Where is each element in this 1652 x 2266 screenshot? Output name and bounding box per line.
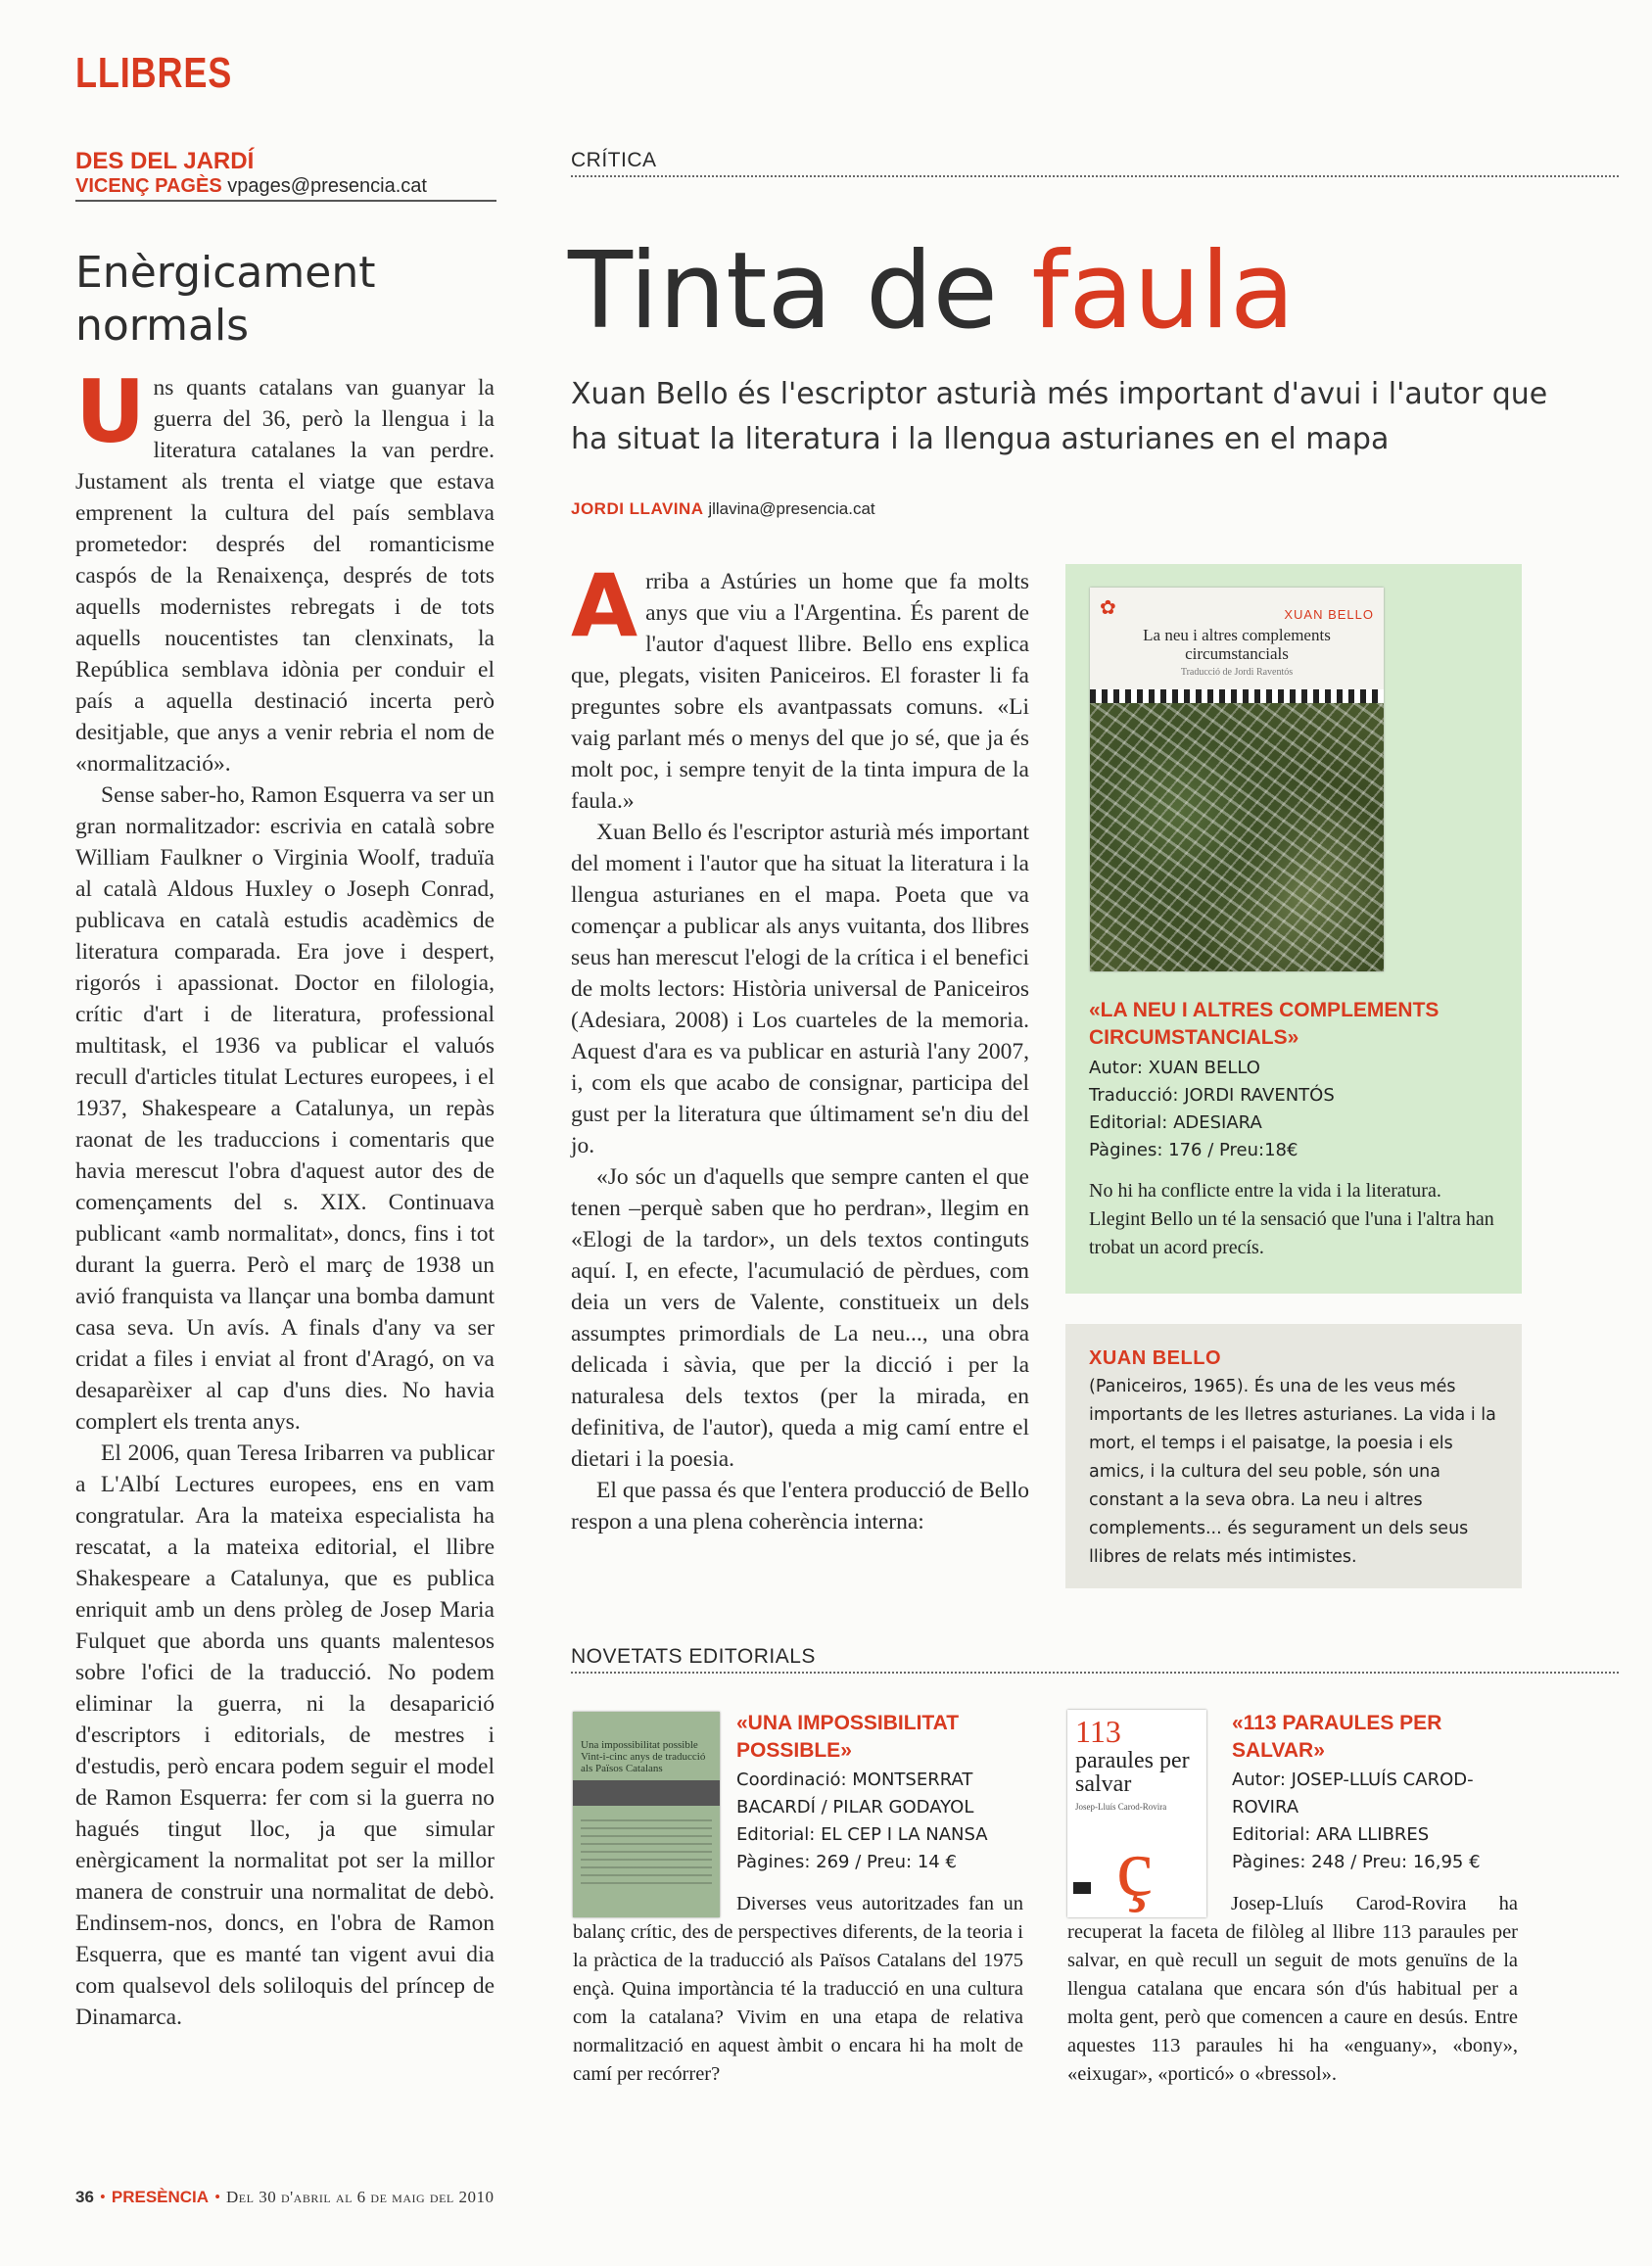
book-cover-author: Josep-Lluís Carod-Rovira [1075,1802,1167,1812]
sidebar-book-title: «LA NEU I ALTRES COMPLEMENTS CIRCUMSTANCIALS» [1089,999,1440,1049]
article-paragraph: Xuan Bello és l'escriptor asturià més important del moment i l'autor que ha situat la literatura i la llengua asturianes en el mapa. Poeta que va començar a publicar als anys vuitanta, dos llibres seus han merescut l'elogi de la crítica i el benefici de molts lectors: Història universal de Paniceiros (Adesiara, 2008) i Los cuarteles de la memoria. Aquest d'ara es va publicar en asturià l'any 2007, i, com els que acabo de consignar, participa del gust per la literatura que últimament se'n diu del jo. [571,820,1029,1158]
section-title: LLIBRES [75,49,233,97]
author-bio-text: (Paniceiros, 1965). És una de les veus més importants de les lletres asturianes. La vida i la mort, el temps i el paisatge, la poesia i els amics, i la cultura del seu poble, són una constant a la seva obra. La neu i altres complements... és segurament un dels seus llibres de relats més intimistes. [1089,1377,1496,1567]
sidebar-meta-line: Autor: XUAN BELLO [1089,1058,1260,1078]
novetat-meta-line: Pàgines: 248 / Preu: 16,95 € [1232,1852,1481,1872]
article-title-part2: faula [1031,230,1296,353]
article-kicker: CRÍTICA [571,149,1619,177]
column-title: Enèrgicament normals [75,248,376,351]
book-cover-band [573,1780,720,1806]
sidebar-meta-line: Pàgines: 176 / Preu:18€ [1089,1140,1298,1160]
sidebar-book-meta [1089,1055,1500,1164]
column-paragraph-text: ns quants catalans van guanyar la guerra del 36, però la llengua i la literatura catalanes la van perdre. Justament als trenta el viatge que estava emprenent la cultura del país semblava prometedor: després del romanticisme caspós de la Renaixença, després de tots aquells modernistes rebregats i de tots aquells noucentistes tan clenxinats, la República semblava idònia per conduir el país a aquella destinació incerta però desitjable, que anys a venir rebria el nom de «normalització». [75,375,495,777]
column-dropcap: U [75,361,146,462]
novetat-meta [1232,1767,1506,1876]
article-paragraph: El que passa és que l'entera producció de Bello respon a una plena coherència interna: [571,1478,1029,1534]
novetat-meta-line: Coordinació: MONTSERRAT BACARDÍ / PILAR GODAYOL [736,1770,974,1818]
article-paragraph: «Jo sóc un d'aquells que sempre canten el que tenen –perquè saben que ho perdran», llegim en «Elogi de la tardor», un dels textos continguts aquí. I, en efecte, l'acumulació de pèrdues, com deia un vers de Valente, constitueix un dels assumptes primordials de La neu..., una obra delicada i sàvia, que per la dicció i per la naturalesa dels textos (per la mirada, en definitiva, de l'autor), queda a mig camí entre el dietari i la poesia. [571,1164,1029,1472]
book-cover-author: XUAN BELLO [1284,607,1374,622]
magazine-name: PRESÈNCIA [111,2188,210,2206]
article-byline [571,499,875,519]
book-cover-subtitle: Traducció de Jordi Raventós [1180,667,1294,678]
cedilla-glyph-icon: ç [1116,1822,1154,1913]
page-number: 36 [75,2188,94,2206]
column-paragraph: El 2006, quan Teresa Iribarren va publicar a L'Albí Lectures europees, ens en vam congratular. Ara la mateixa especialista ha rescatat, a la mateixa editorial, el llibre Shakespeare a Catalunya, que es publica enriquit amb un dens pròleg de Josep Maria Fulquet que aborda uns quants malentesos sobre l'ofici de la traducció. No podem eliminar la guerra, ni la desaparició d'escriptors i editorials, de mestres i d'estudis, però encara podem seguir el model de Ramon Esquerra: fer com si la guerra no hagués tingut lloc, ja que simular enèrgicament la normalitat pot ser la millor manera de construir una normalitat de debò. Endinsem-nos, doncs, en l'obra de Ramon Esquerra, que es manté tan vigent avui dia com qualsevol dels soliloquis del príncep de Dinamarca. [75,1440,495,2030]
book-cover-image [573,1712,720,1917]
book-cover-title: Una impossibilitat possible Vint-i-cinc anys de traducció als Països Catalans [581,1739,706,1774]
sidebar-meta-line: Traducció: JORDI RAVENTÓS [1089,1085,1335,1106]
column-byline [75,174,496,198]
novetat-title: «113 PARAULES PER SALVAR» [1232,1712,1442,1762]
article-email[interactable]: jllavina@presencia.cat [708,499,875,518]
novetat-title: «UNA IMPOSSIBILITAT POSSIBLE» [736,1712,960,1762]
book-cover-image [1067,1710,1206,1917]
article-title-part1: Tinta de [568,230,998,353]
column-kicker [75,149,496,202]
article-subtitle: Xuan Bello és l'escriptor asturià més important d'avui i l'autor que ha situat la literatura i la llengua asturianes en el mapa [571,377,1548,456]
column-author: VICENÇ PAGÈS [75,175,222,197]
novetat-meta-line: Editorial: EL CEP I LA NANSA [736,1824,988,1845]
article-paragraph [571,555,1029,817]
article-author: JORDI LLAVINA [571,499,704,518]
novetat-meta-line: Editorial: ARA LLIBRES [1232,1824,1430,1845]
book-cover-names [581,1819,712,1888]
page-footer: 36 • PRESÈNCIA • Del 30 d'abril al 6 de maig del 2010 [75,2188,495,2206]
article-title [568,230,1296,353]
book-cover-title: paraules per salvar [1075,1748,1190,1797]
column-body [75,361,495,2033]
flower-icon: ✿ [1100,595,1116,619]
column-paragraph [75,361,495,779]
book-cover-pattern [1090,689,1384,703]
novetats-kicker: NOVETATS EDITORIALS [571,1645,1619,1674]
article-body [571,555,1029,1537]
novetat-meta [736,1767,1011,1876]
column-paragraph: Sense saber-ho, Ramon Esquerra va ser un gran normalitzador: escrivia en català sobre William Faulkner o Virginia Woolf, traduïa al català Aldous Huxley o Joseph Conrad, publicava en català estudis acadèmics de literatura comparada. Era jove i despert, rigorós i apassionat. Doctor en filologia, crític d'art i de literatura, professional multitask, el 1936 va publicar el valuós recull d'articles titulat Lectures europees, i el 1937, Shakespeare a Catalunya, un repàs raonat de les traduccions i comentaris que havia merescut l'obra d'aquest autor des de començaments del s. XIX. Continuava publicant «amb normalitat», doncs, fins i tot durant la guerra. Però el març de 1938 un avió franquista va llançar una bomba damunt casa seva. Un avís. A finals d'any va ser cridat a files i enviat al front d'Aragó, on va desaparèixer al cap d'uns dies. No havia complert els trenta anys. [75,782,495,1435]
sidebar-meta-line: Editorial: ADESIARA [1089,1112,1262,1133]
novetat-description: Diverses veus autoritzades fan un balanç crític, des de perspectives diferents, de la teoria i la pràctica de la traducció als Països Catalans del 1975 ençà. Quina importància té la traducció en una cultura com la catalana? Vivim en una etapa de relativa normalització en aquest àmbit o encara hi ha molt de camí per recórrer? [573,1893,1023,2085]
novetat-meta-line: Autor: JOSEP-LLUÍS CAROD-ROVIRA [1232,1770,1474,1818]
author-bio-title: XUAN BELLO [1089,1347,1221,1369]
column-email[interactable]: vpages@presencia.cat [227,175,427,197]
issue-date: Del 30 d'abril al 6 de maig del 2010 [226,2188,495,2206]
article-paragraph-text: rriba a Astúries un home que fa molts anys que viu a l'Argentina. És parent de l'autor d'aquest llibre. Bello ens explica que, plegats, visiten Paniceiros. El foraster li fa preguntes sobre els avantpassats comuns. «Li vaig parlant més o menys del que jo sé, que ja és molt poc, i sempre tenyit de la tinta impura de la faula.» [571,569,1029,814]
book-cover-image [1090,588,1384,971]
article-dropcap: A [571,555,638,656]
novetat-meta-line: Pàgines: 269 / Preu: 14 € [736,1852,957,1872]
book-cover-text [1100,607,1374,678]
book-cover-title: La neu i altres complements circumstancials [1143,626,1331,663]
book-cover-photo [1090,703,1384,971]
book-cover-number: 113 [1075,1714,1121,1749]
novetat-description: Josep-Lluís Carod-Rovira ha recuperat la faceta de filòleg al llibre 113 paraules per salvar, en què recull un seguit de mots genuïns de la llengua catalana que encara són d'ús habitual per a molta gent, però que comencen a caure en desús. Entre aquestes 113 paraules hi ha «enguany», «bony», «eixugar», «porticó» o «bressol». [1067,1893,1518,2085]
sidebar-description: No hi ha conflicte entre la vida i la literatura. Llegint Bello un té la sensació que l'una i l'altra han trobat un acord precís. [1089,1180,1494,1258]
column-section-label: DES DEL JARDÍ [75,148,255,174]
